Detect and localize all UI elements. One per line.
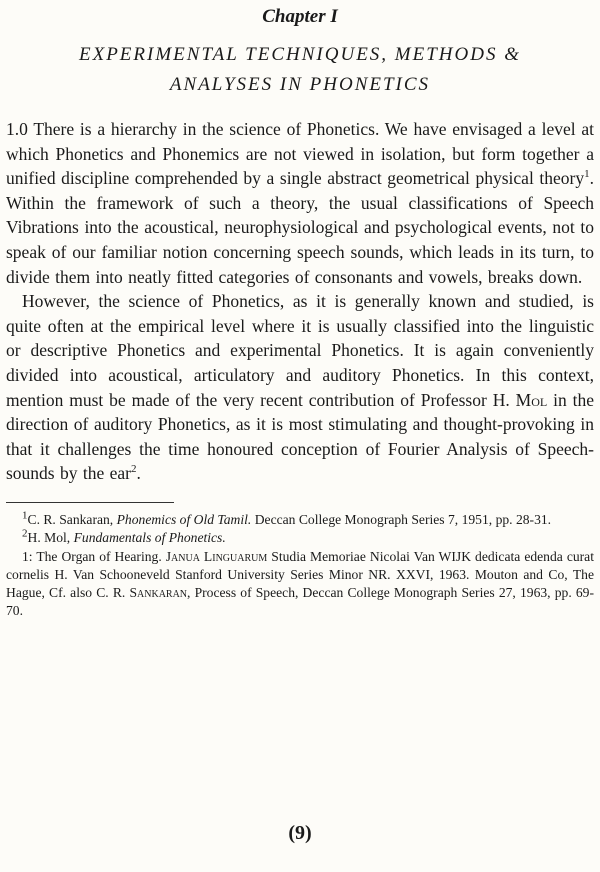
- chapter-title-line-2: ANALYSES IN PHONETICS: [169, 74, 431, 95]
- footnote-1-author: C. R. Sankaran,: [27, 511, 114, 527]
- body-text: [6, 117, 594, 486]
- paragraph-2-text-mid: in the direction of auditory Phonetics, as it is most stimulating and thought-provoking in that it challenges the time honoured conception of Fourier Analysis of Speech-sounds by the ear: [6, 389, 594, 484]
- footnote-1-marker: 1: [22, 509, 28, 522]
- footnote-ref-2: 2: [131, 463, 137, 476]
- footnote-3-part1: 1: The Organ of Hearing.: [22, 548, 162, 564]
- footnote-3-part2: Studia Memoriae Nicolai Van WIJK dedicata edenda curat cornelis H. Van Schooneveld Stanford University Series Minor NR. XXVI, 1963. Mouton and Co, The Hague, Cf. also: [6, 548, 594, 601]
- chapter-title: [6, 40, 594, 100]
- footnotes: [6, 511, 594, 621]
- footnote-ref-1: 1: [584, 168, 590, 181]
- paragraph-1-text: 1.0 There is a hierarchy in the science of Phonetics. We have envisaged a level at which Phonetics and Phonemics are not viewed in isolation, but form together a unified discipline comprehended by a single abstract geometrical physical theory: [6, 119, 594, 189]
- footnote-2-marker: 2: [22, 527, 28, 540]
- paragraph-2: [6, 289, 594, 486]
- footnote-1-rest: Deccan College Monograph Series 7, 1951, pp. 28-31.: [254, 511, 552, 527]
- footnote-3-author: C. R. Sankaran,: [96, 585, 191, 601]
- footnote-3-series: Janua Linguarum: [165, 548, 268, 564]
- footnote-3-part3: Process of Speech, Deccan College Monograph Series 27, 1963, pp. 69-70.: [6, 585, 594, 619]
- footnote-3: [6, 548, 594, 621]
- footnote-1-work: Phonemics of Old Tamil.: [116, 511, 252, 527]
- footnote-2-author: H. Mol,: [27, 530, 71, 546]
- chapter-title-line-1: EXPERIMENTAL TECHNIQUES, METHODS &: [78, 44, 521, 65]
- footnote-2-work: Fundamentals of Phonetics.: [73, 530, 226, 546]
- footnote-2: [6, 529, 594, 547]
- paragraph-1: [6, 117, 594, 289]
- paragraph-2-text-end: .: [136, 463, 141, 484]
- page-number: (9): [288, 822, 312, 844]
- footnote-divider: [6, 502, 174, 503]
- author-name-mol: Mol: [515, 389, 548, 410]
- footnote-1: [6, 511, 594, 529]
- paragraph-2-text: However, the science of Phonetics, as it is generally known and studied, is quite often at the empirical level where it is usually classified into the linguistic or descriptive Phonetics and experimental Phonetics. It is again conveniently divided into acoustical, articulatory and auditory Phonetics. In this context, mention must be made of the very recent contribution of Professor H.: [6, 291, 594, 410]
- paragraph-1-text-after: . Within the framework of such a theory, the usual classifications of Speech Vibrations into the acoustical, neurophysiological and psychological events, not to speak of our familiar notion concerning speech sounds, which leads in its turn, to divide them into neatly fitted categories of consonants and vowels, breaks down.: [6, 168, 594, 287]
- chapter-label: Chapter I: [262, 6, 338, 27]
